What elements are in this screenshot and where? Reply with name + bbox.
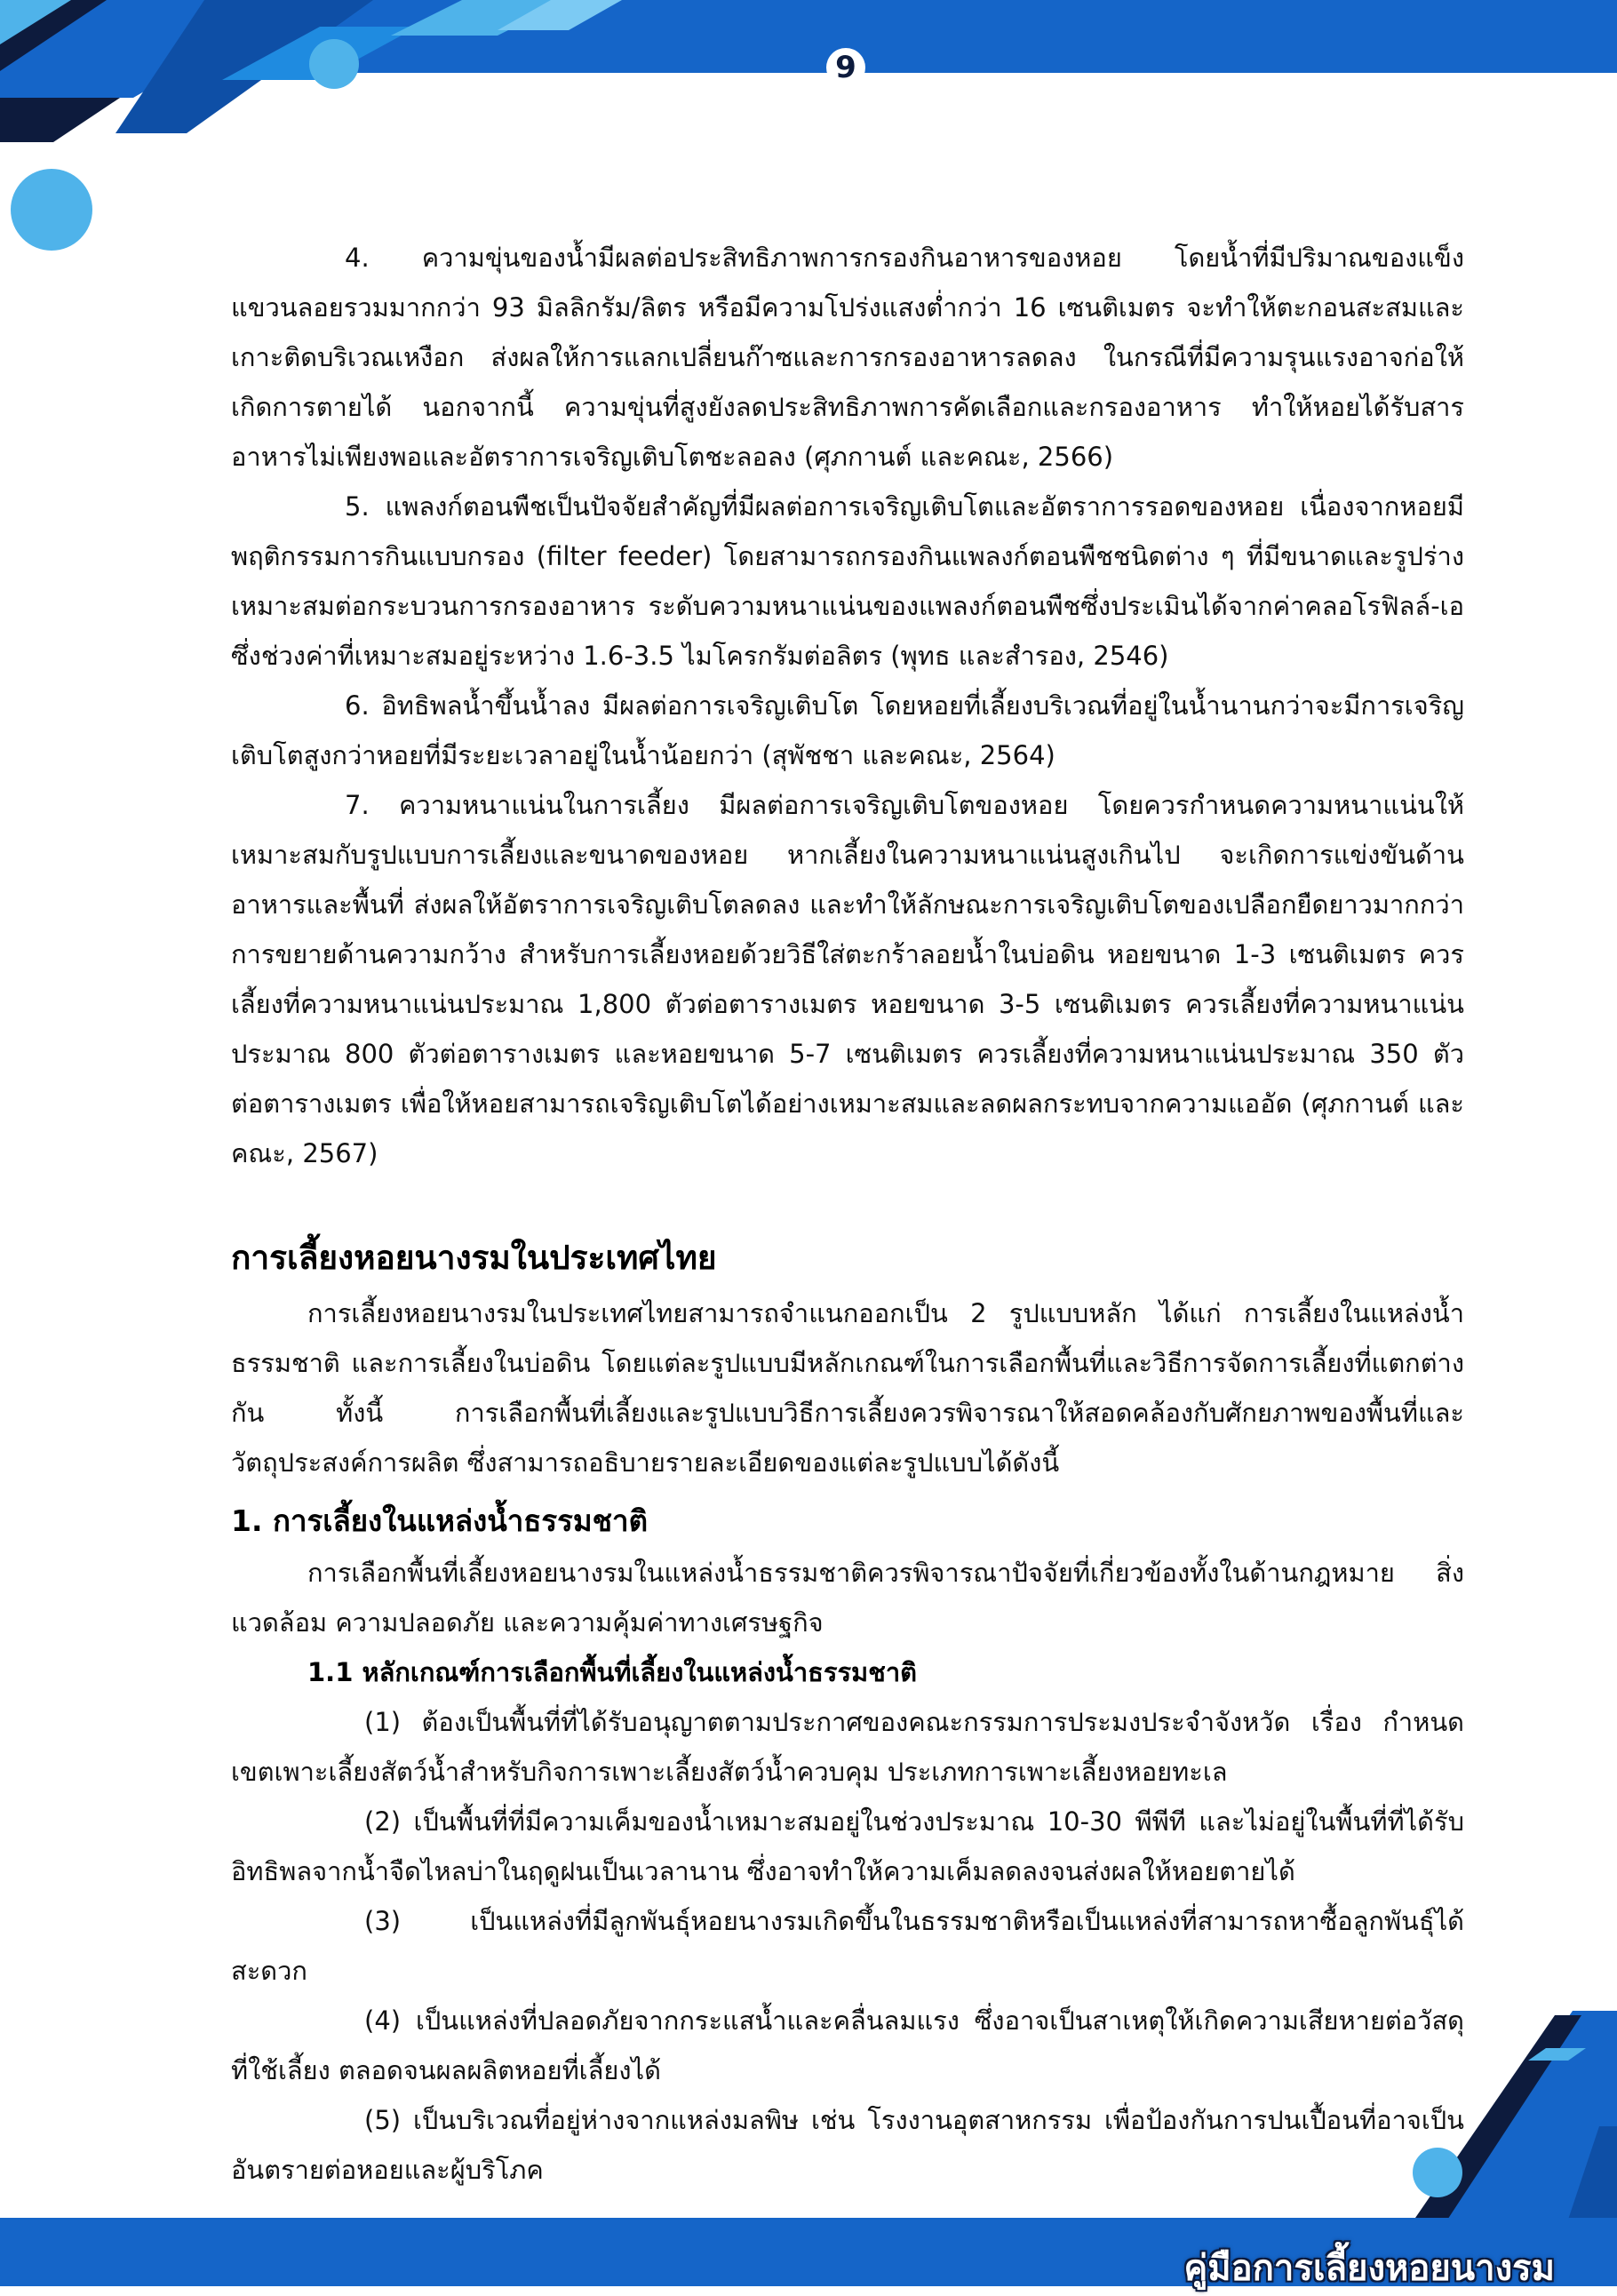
subheading-site-criteria: 1.1 หลักเกณฑ์การเลือกพื้นที่เลี้ยงในแหล่งน้ำธรรมชาติ <box>307 1657 917 1687</box>
paragraph-phytoplankton: 5. แพลงก์ตอนพืชเป็นปัจจัยสำคัญที่มีผลต่อการเจริญเติบโตและอัตราการรอดของหอย เนื่องจากหอยมีพฤติกรรมการกินแบบกรอง (filter feeder) โดยสามารถกรองกินแพลงก์ตอนพืชชนิดต่าง ๆ ที่มีขนาดและรูปร่างเหมาะสมต่อกระบวนการกรองอาหาร ระดับความหนาแน่นของแพลงก์ตอนพืชซึ่งประเมินได้จากค่าคลอโรฟิลล์-เอ ซึ่งช่วงค่าที่เหมาะสมอยู่ระหว่าง 1.6-3.5 ไมโครกรัมต่อลิตร (พุทธ และสำรอง, 2546) <box>231 491 1464 671</box>
criteria-item: (3) เป็นแหล่งที่มีลูกพันธุ์หอยนางรมเกิดขึ้นในธรรมชาติหรือเป็นแหล่งที่สามารถหาซื้อลูกพันธุ์ได้สะดวก <box>231 1906 1464 1986</box>
criteria-item: (4) เป็นแหล่งที่ปลอดภัยจากกระแสน้ำและคลื่นลมแรง ซึ่งอาจเป็นสาเหตุให้เกิดความเสียหายต่อวัสดุที่ใช้เลี้ยง ตลอดจนผลผลิตหอยที่เลี้ยงได้ <box>231 2005 1464 2085</box>
criteria-item: (2) เป็นพื้นที่ที่มีความเค็มของน้ำเหมาะสมอยู่ในช่วงประมาณ 10-30 พีพีที และไม่อยู่ในพื้นที่ที่ได้รับอิทธิพลจากน้ำจืดไหลบ่าในฤดูฝนเป็นเวลานาน ซึ่งอาจทำให้ความเค็มลดลงจนส่งผลให้หอยตายได้ <box>231 1806 1464 1886</box>
section-intro-thailand: การเลี้ยงหอยนางรมในประเทศไทยสามารถจำแนกออกเป็น 2 รูปแบบหลัก ได้แก่ การเลี้ยงในแหล่งน้ำธรรมชาติ และการเลี้ยงในบ่อดิน โดยแต่ละรูปแบบมีหลักเกณฑ์ในการเลือกพื้นที่และวิธีการจัดการเลี้ยงที่แตกต่างกัน ทั้งนี้ การเลือกพื้นที่เลี้ยงและรูปแบบวิธีการเลี้ยงควรพิจารณาให้สอดคล้องกับศักยภาพของพื้นที่และวัตถุประสงค์การผลิต ซึ่งสามารถอธิบายรายละเอียดของแต่ละรูปแบบได้ดังนี้ <box>231 1298 1464 1478</box>
paragraph-turbidity: 4. ความขุ่นของน้ำมีผลต่อประสิทธิภาพการกรองกินอาหารของหอย โดยน้ำที่มีปริมาณของแข็งแขวนลอยรวมมากกว่า 93 มิลลิกรัม/ลิตร หรือมีความโปร่งแสงต่ำกว่า 16 เซนติเมตร จะทำให้ตะกอนสะสมและเกาะติดบริเวณเหงือก ส่งผลให้การแลกเปลี่ยนก๊าซและการกรองอาหารลดลง ในกรณีที่มีความรุนแรงอาจก่อให้เกิดการตายได้ นอกจากนี้ ความขุ่นที่สูงยังลดประสิทธิภาพการคัดเลือกและกรองอาหาร ทำให้หอยได้รับสารอาหารไม่เพียงพอและอัตราการเจริญเติบโตชะลอลง (ศุภกานต์ และคณะ, 2566) <box>231 243 1464 472</box>
header-decoration <box>0 0 729 267</box>
section-intro-natural-water: การเลือกพื้นที่เลี้ยงหอยนางรมในแหล่งน้ำธรรมชาติควรพิจารณาปัจจัยที่เกี่ยวข้องทั้งในด้านกฎหมาย สิ่งแวดล้อม ความปลอดภัย และความคุ้มค่าทางเศรษฐกิจ <box>231 1558 1464 1638</box>
paragraph-tide: 6. อิทธิพลน้ำขึ้นน้ำลง มีผลต่อการเจริญเติบโต โดยหอยที่เลี้ยงบริเวณที่อยู่ในน้ำนานกว่าจะมีการเจริญเติบโตสูงกว่าหอยที่มีระยะเวลาอยู่ในน้ำน้อยกว่า (สุพัชชา และคณะ, 2564) <box>231 690 1464 770</box>
footer-book-title: คู่มือการเลี้ยงหอยนางรม <box>1183 2248 1555 2289</box>
paragraph-density: 7. ความหนาแน่นในการเลี้ยง มีผลต่อการเจริญเติบโตของหอย โดยควรกำหนดความหนาแน่นให้เหมาะสมกับรูปแบบการเลี้ยงและขนาดของหอย หากเลี้ยงในความหนาแน่นสูงเกินไป จะเกิดการแข่งขันด้านอาหารและพื้นที่ ส่งผลให้อัตราการเจริญเติบโตลดลง และทำให้ลักษณะการเจริญเติบโตของเปลือกยืดยาวมากกว่าการขยายด้านความกว้าง สำหรับการเลี้ยงหอยด้วยวิธีใส่ตะกร้าลอยน้ำในบ่อดิน หอยขนาด 1-3 เซนติเมตร ควรเลี้ยงที่ความหนาแน่นประมาณ 1,800 ตัวต่อตารางเมตร หอยขนาด 3-5 เซนติเมตร ควรเลี้ยงที่ความหนาแน่นประมาณ 800 ตัวต่อตารางเมตร และหอยขนาด 5-7 เซนติเมตร ควรเลี้ยงที่ความหนาแน่นประมาณ 350 ตัวต่อตารางเมตร เพื่อให้หอยสามารถเจริญเติบโตได้อย่างเหมาะสมและลดผลกระทบจากความแออัด (ศุภกานต์ และคณะ, 2567) <box>231 790 1464 1168</box>
criteria-item: (1) ต้องเป็นพื้นที่ที่ได้รับอนุญาตตามประกาศของคณะกรรมการประมงประจำจังหวัด เรื่อง กำหนดเขตเพาะเลี้ยงสัตว์น้ำสำหรับกิจการเพาะเลี้ยงสัตว์น้ำควบคุม ประเภทการเพาะเลี้ยงหอยทะเล <box>231 1707 1464 1787</box>
criteria-item: (5) เป็นบริเวณที่อยู่ห่างจากแหล่งมลพิษ เช่น โรงงานอุตสาหกรรม เพื่อป้องกันการปนเปื้อนที่อาจเป็นอันตรายต่อหอยและผู้บริโภค <box>231 2105 1464 2185</box>
page-number: 9 <box>826 48 865 87</box>
section-heading-natural-water: 1. การเลี้ยงในแหล่งน้ำธรรมชาติ <box>231 1503 648 1538</box>
section-heading-thailand: การเลี้ยงหอยนางรมในประเทศไทย <box>231 1239 717 1277</box>
